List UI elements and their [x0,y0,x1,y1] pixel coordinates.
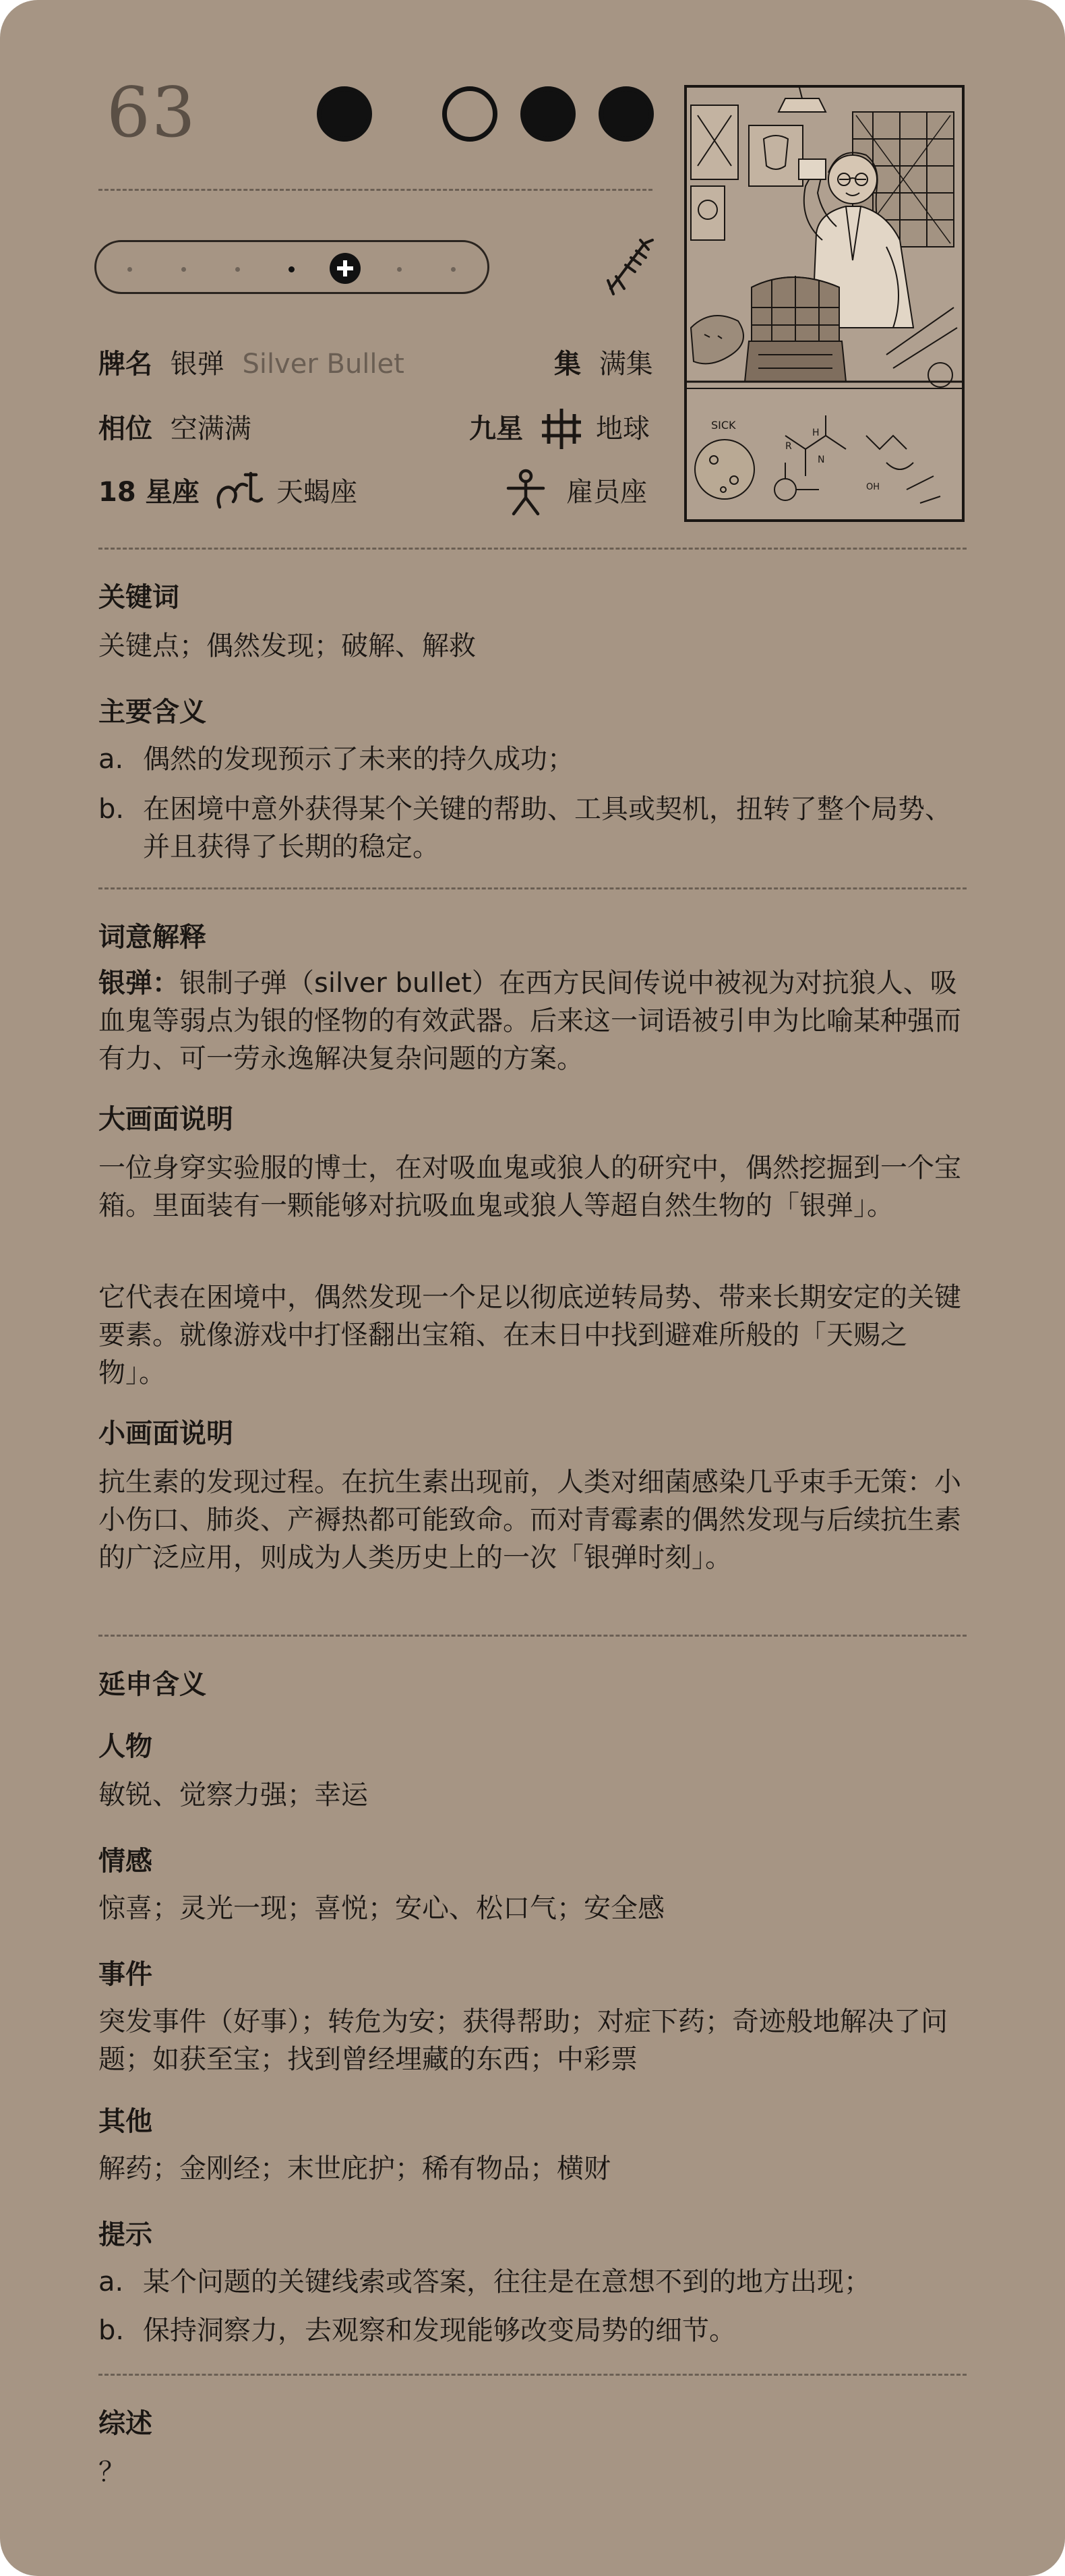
big-picture-p1: 一位身穿实验服的博士，在对吸血鬼或狼人的研究中，偶然挖掘到一个宝箱。里面装有一颗能够对抗吸血鬼或狼人等超自然生物的「银弹」。 [98,1152,961,1221]
divider [98,887,967,889]
slider-tick-active [288,266,295,272]
set-value: 满集 [599,349,653,380]
slider-tick [451,267,456,272]
event-text: 突发事件（好事）；转危为安；获得帮助；对症下药；奇迹般地解决了问题；如获至宝；找到曾经埋藏的东西；中彩票 [98,2006,948,2075]
phase-dot-empty [442,86,497,142]
phase-row [98,410,251,448]
card-name-row [98,345,404,383]
illustration-formula-oh: OH [866,482,880,492]
keywords-title: 关键词 [98,582,179,613]
small-picture-title: 小画面说明 [98,1418,233,1449]
employee-figure-icon [504,468,547,517]
chain-bond-icon [601,237,658,295]
divider [98,2374,967,2376]
big-picture-title: 大画面说明 [98,1104,233,1135]
planet-row [469,410,523,448]
phase-dot-filled [317,86,372,142]
set-row [554,345,653,383]
explain-text: 银制子弹（silver bullet）在西方民间传说中被视为对抗狼人、吸血鬼等弱点为银的怪物的有效武器。后来这一词语被引申为比喻某种强而有力、可一劳永逸解决复杂问题的方案。 [98,968,961,1074]
event-title: 事件 [98,1959,152,1990]
people-title: 人物 [98,1731,152,1762]
position-slider[interactable] [94,240,489,294]
meaning-item [98,740,968,778]
meaning-text: 在困境中意外获得某个关键的帮助、工具或契机，扭转了整个局势、并且获得了长期的稳定。 [143,794,952,862]
meaning-item [98,790,968,866]
divider [98,1635,967,1637]
extended-title: 延申含义 [98,1669,206,1700]
divider [98,548,967,550]
zodiac-value: 天蝎座 [276,477,357,508]
meaning-marker: b. [98,794,125,825]
planet-value-row [596,410,650,448]
card-number: 63 [106,73,197,153]
slider-tick [235,267,240,272]
employee-value: 雇员座 [566,477,647,508]
phase-value: 空满满 [170,413,251,444]
tip-marker: b. [98,2315,125,2346]
scorpio-symbol-icon [213,469,264,511]
zodiac-row [98,473,200,511]
keywords-text: 关键点；偶然发现；破解、解救 [98,631,476,662]
explain-term: 银弹： [98,968,179,999]
illustration-sick-label: SICK [711,419,736,432]
card-name-label: 牌名 [98,349,152,380]
explain-title: 词意解释 [98,922,206,953]
tip-item [98,2263,968,2301]
meaning-marker: a. [98,744,124,775]
tip-item [98,2312,968,2349]
emotion-title: 情感 [98,1846,152,1877]
zodiac-label: 18 星座 [98,477,200,508]
planet-value: 地球 [596,413,650,444]
explain-paragraph [98,964,968,1078]
employee-row [566,473,647,511]
big-picture-p2: 它代表在困境中，偶然发现一个足以彻底逆转局势、带来长期安定的关键要素。就像游戏中打怪翻出宝箱、在末日中找到避难所般的「天赐之物」。 [98,1282,961,1388]
tips-title: 提示 [98,2219,152,2250]
planet-label: 九星 [469,413,523,444]
other-text: 解药；金刚经；末世庇护；稀有物品；横财 [98,2153,611,2184]
tip-text: 某个问题的关键线索或答案，往往是在意想不到的地方出现； [143,2266,871,2297]
phase-dot-filled [520,86,576,142]
tip-marker: a. [98,2266,124,2297]
people-text: 敏锐、觉察力强；幸运 [98,1780,368,1811]
phase-dot-filled [599,86,654,142]
divider [98,189,652,191]
set-label: 集 [554,349,581,380]
zodiac-value-row [276,473,357,511]
slider-tick [397,267,402,272]
card-illustration [684,85,965,522]
earth-symbol-icon [539,407,584,450]
small-picture-text: 抗生素的发现过程。在抗生素出现前，人类对细菌感染几乎束手无策：小小伤口、肺炎、产褥热都可能致命。而对青霉素的偶然发现与后续抗生素的广泛应用，则成为人类历史上的一次「银弹时刻」。 [98,1467,961,1573]
plus-icon[interactable] [330,253,361,284]
meaning-text: 偶然的发现预示了未来的持久成功； [143,744,574,775]
illustration-formula-r: R [785,441,792,452]
card-name-cn: 银弹 [170,349,224,380]
tip-text: 保持洞察力，去观察和发现能够改变局势的细节。 [143,2315,736,2346]
summary-title: 综述 [98,2408,152,2439]
summary-text: ？ [98,2457,125,2488]
illustration-formula-n: N [818,455,825,465]
other-title: 其他 [98,2106,152,2137]
slider-tick [181,267,186,272]
meaning-title: 主要含义 [98,697,206,728]
phase-label: 相位 [98,413,152,444]
slider-tick [127,267,132,272]
illustration-formula-h: H [812,428,820,438]
emotion-text: 惊喜；灵光一现；喜悦；安心、松口气；安全感 [98,1893,665,1924]
card-name-en: Silver Bullet [242,349,404,380]
